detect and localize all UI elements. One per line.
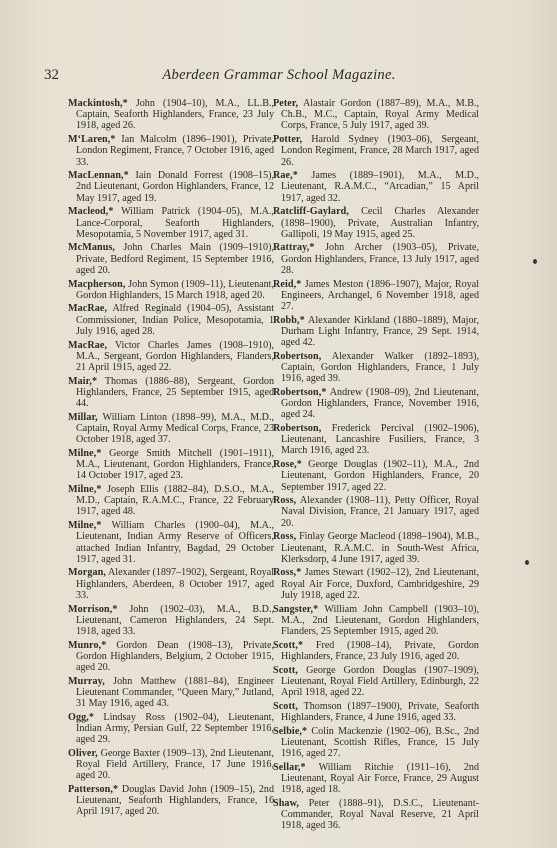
entry-name: McManus, xyxy=(68,242,116,254)
roll-entry xyxy=(273,459,479,493)
entry-details: Fred (1908–14), Private, Gordon Highlanders, France, 23 July 1916, aged 20. xyxy=(281,639,479,662)
entry-name: Scott, xyxy=(273,700,298,712)
entry-details: Douglas David John (1909–15), 2nd Lieutenant, Seaforth Highlanders, France, 16 April 1917, aged 20. xyxy=(76,784,274,818)
entry-details: William John Campbell (1903–10), M.A., 2nd Lieutenant, Gordon Highlanders, Flanders, 25 September 1915, aged 20. xyxy=(281,603,479,637)
entry-details: William Charles (1900–04), M.A., Lieutenant, Indian Army Reserve of Officers, attached Indian Infantry, Bagdad, 29 October 1917, aged 31. xyxy=(76,520,275,565)
entry-details: John Archer (1903–05), Private, Gordon Highlanders, France, 13 July 1917, aged 28. xyxy=(281,242,479,276)
roll-entry xyxy=(273,134,479,168)
roll-entry xyxy=(68,520,274,565)
entry-name: Rose,* xyxy=(273,459,302,471)
entry-name: Millar, xyxy=(68,411,98,423)
roll-entry xyxy=(68,448,274,482)
entry-name: Rattray,* xyxy=(273,242,315,254)
roll-entry xyxy=(68,98,274,132)
entry-details: John Matthew (1881–84), Engineer Lieutenant Commander, “Queen Mary,” Jutland, 31 May 1916, aged 43. xyxy=(76,675,274,710)
entry-name: Milne,* xyxy=(68,484,102,495)
entry-name: MacLennan,* xyxy=(68,170,129,182)
entry-name: Scott, xyxy=(273,664,298,676)
left-column xyxy=(68,98,274,820)
roll-entry xyxy=(273,423,479,457)
entry-details: William Patrick (1904–05), M.A., Lance-Corporal, Seaforth Highlanders, Mesopotamia, 5 November 1917, aged 31. xyxy=(76,206,274,240)
entry-name: Morgan, xyxy=(68,567,106,579)
roll-entry xyxy=(273,726,479,760)
entry-details: George Baxter (1909–13), 2nd Lieutenant, Royal Field Artillery, France, 17 June 1916, aged 20. xyxy=(76,747,275,782)
roll-entry xyxy=(273,640,479,662)
entry-details: John Symon (1909–11), Lieutenant, Gordon Highlanders, 15 March 1918, aged 20. xyxy=(76,278,274,301)
roll-entry xyxy=(68,242,274,276)
entry-details: Alastair Gordon (1887–89), M.A., M.B., Ch.B., M.C., Captain, Royal Army Medical Corps, France, 5 July 1917, aged 39. xyxy=(281,98,479,132)
roll-entry xyxy=(68,206,274,240)
entry-name: M‘Laren,* xyxy=(68,134,116,146)
entry-name: Robertson, xyxy=(273,350,322,362)
roll-entry xyxy=(68,170,274,204)
entry-name: Milne,* xyxy=(68,447,102,459)
entry-details: Joseph Ellis (1882–84), D.S.O., M.A., M.D., Captain, R.A.M.C., France, 22 February 1917, aged 48. xyxy=(76,484,274,518)
entry-details: Alexander Walker (1892–1893), Captain, Gordon Highlanders, France, 1 July 1916, aged 39. xyxy=(281,350,479,385)
entry-details: Alexander (1908–11), Petty Officer, Royal Naval Division, France, 21 January 1917, aged 20. xyxy=(281,495,480,529)
entry-name: Robertson, xyxy=(273,422,322,434)
entry-name: Oliver, xyxy=(68,747,98,759)
entry-details: Lindsay Ross (1902–04), Lieutenant, Indian Army, Persian Gulf, 22 September 1916, aged 29. xyxy=(76,711,274,746)
entry-details: Victor Charles James (1908–1910), M.A., Sergeant, Gordon Highlanders, Flanders, 21 April 1915, aged 22. xyxy=(76,339,275,373)
roll-entry xyxy=(273,387,479,421)
entry-name: Robb,* xyxy=(273,314,305,326)
entry-name: Morrison,* xyxy=(68,603,118,615)
entry-details: Alexander Kirkland (1880–1889), Major, Durham Light Infantry, France, 29 Sept. 1914, aged 42. xyxy=(281,314,479,349)
roll-entry xyxy=(273,98,479,132)
roll-entry xyxy=(68,484,274,518)
roll-entry xyxy=(68,340,274,374)
roll-entry xyxy=(68,376,274,410)
roll-entry xyxy=(68,676,274,710)
entry-name: Mackintosh,* xyxy=(68,98,128,109)
entry-details: Harold Sydney (1903–06), Sergeant, London Regiment, France, 28 March 1917, aged 26. xyxy=(281,134,479,168)
entry-details: Frederick Percival (1902–1906), Lieutenant, Lancashire Fusiliers, France, 3 March 1916, aged 23. xyxy=(281,422,479,457)
roll-entry xyxy=(68,640,274,674)
ink-speck xyxy=(525,560,529,565)
entry-details: Cecil Charles Alexander (1898–1900), Private, Australian Infantry, Gallipoli, 19 May 1915, aged 25. xyxy=(281,206,479,240)
roll-entry xyxy=(273,495,479,529)
roll-entry xyxy=(273,351,479,385)
roll-entry xyxy=(273,170,479,204)
entry-name: Patterson,* xyxy=(68,784,119,796)
roll-entry xyxy=(273,701,479,723)
entry-details: William Ritchie (1911–16), 2nd Lieutenant, Royal Air Force, France, 29 August 1918, aged 18. xyxy=(281,761,480,796)
entry-name: Reid,* xyxy=(273,278,302,290)
roll-entry xyxy=(273,567,479,601)
running-title: Aberdeen Grammar School Magazine. xyxy=(162,67,396,83)
entry-details: Gordon Dean (1908–13), Private, Gordon Highlanders, Belgium, 2 October 1915, aged 20. xyxy=(76,639,274,674)
entry-name: Macpherson, xyxy=(68,278,126,290)
roll-entry xyxy=(273,531,479,565)
entry-name: Peter, xyxy=(273,98,299,109)
entry-name: MacRae, xyxy=(68,303,108,315)
entry-details: James (1889–1901), M.A., M.D., Lieutenant, R.A.M.C., “Arcadian,” 15 April 1917, aged 32. xyxy=(281,170,479,204)
entry-details: George Gordon Douglas (1907–1909), Lieutenant, Royal Field Artillery, Edinburgh, 22 April 1918, aged 22. xyxy=(281,664,479,698)
entry-details: Colin Mackenzie (1902–06), B.Sc., 2nd Lieutenant, Scottish Rifles, France, 15 July 1916, aged 27. xyxy=(281,725,479,759)
roll-entry xyxy=(273,206,479,240)
entry-name: Ratcliff-Gaylard, xyxy=(273,206,349,218)
entry-name: Ross, xyxy=(273,531,297,543)
roll-entry xyxy=(273,315,479,349)
ink-speck xyxy=(533,259,537,264)
entry-name: Sellar,* xyxy=(273,761,306,773)
entry-details: Iain Donald Forrest (1908–15), 2nd Lieutenant, Gordon Highlanders, France, 12 May 1917, aged 19. xyxy=(76,170,274,204)
roll-entry xyxy=(68,784,274,818)
entry-details: Finlay George Macleod (1898–1904), M.B., Lieutenant, R.A.M.C. in South-West Africa, Klerksdorp, 4 June 1917, aged 39. xyxy=(281,531,479,565)
entry-name: Munro,* xyxy=(68,639,107,651)
entry-name: Scott,* xyxy=(273,639,304,651)
entry-name: Robertson,* xyxy=(273,386,327,398)
entry-details: George Douglas (1902–11), M.A., 2nd Lieutenant, Gordon Highlanders, France, 20 September 1917, aged 22. xyxy=(281,459,479,493)
page-header xyxy=(44,67,514,87)
entry-details: John (1904–10), M.A., LL.B., Captain, Seaforth Highlanders, France, 23 July 1918, aged 26. xyxy=(76,98,274,132)
entry-details: John Charles Main (1909–1910), Private, Bedford Regiment, 15 September 1916, aged 20. xyxy=(76,242,274,276)
entry-name: Mair,* xyxy=(68,375,98,387)
roll-entry xyxy=(273,762,479,796)
entry-details: Andrew (1908–09), 2nd Lieutenant, Gordon Highlanders, France, November 1916, aged 24. xyxy=(281,386,480,421)
entry-details: James Stewart (1902–12), 2nd Lieutenant, Royal Air Force, Duxford, Cambridgeshire, 29 July 1918, aged 22. xyxy=(281,567,479,601)
entry-name: Shaw, xyxy=(273,797,300,809)
entry-name: Macleod,* xyxy=(68,206,114,218)
entry-name: Potter, xyxy=(273,134,303,146)
entry-name: Sangster,* xyxy=(273,603,319,615)
entry-name: Selbie,* xyxy=(273,725,308,737)
entry-details: Alexander (1897–1902), Sergeant, Royal Highlanders, Aberdeen, 8 October 1917, aged 33. xyxy=(76,567,275,601)
roll-entry xyxy=(68,279,274,301)
entry-details: Peter (1888–91), D.S.C., Lieutenant-Commander, Royal Naval Reserve, 21 April 1918, aged 36. xyxy=(281,797,479,832)
entry-details: James Meston (1896–1907), Major, Royal Engineers, Archangel, 6 November 1918, aged 27. xyxy=(281,278,480,312)
roll-entry xyxy=(68,134,274,168)
entry-name: Ogg,* xyxy=(68,711,95,723)
roll-entry xyxy=(68,412,274,446)
entry-details: George Smith Mitchell (1901–1911), M.A., Lieutenant, Gordon Highlanders, France, 14 October 1917, aged 23. xyxy=(76,447,274,482)
entry-name: Ross,* xyxy=(273,567,302,579)
entry-details: Alfred Reginald (1904–05), Assistant Commissioner, Indian Police, Mesopotamia, 1 July 1916, aged 28. xyxy=(76,303,274,337)
roll-entry xyxy=(68,303,274,337)
roll-entry xyxy=(273,798,479,832)
entry-name: Murray, xyxy=(68,675,105,687)
entry-details: Thomas (1886–88), Sergeant, Gordon Highlanders, France, 25 September 1915, aged 44. xyxy=(76,375,275,410)
entry-details: John (1902–03), M.A., B.D., Lieutenant, Cameron Highlanders, 24 Sept. 1918, aged 33. xyxy=(76,603,274,637)
roll-entry xyxy=(273,604,479,638)
roll-entry xyxy=(273,242,479,276)
entry-name: Rae,* xyxy=(273,170,298,182)
entry-details: Thomson (1897–1900), Private, Seaforth Highlanders, France, 4 June 1916, aged 33. xyxy=(281,700,479,723)
entry-name: MacRae, xyxy=(68,339,108,351)
roll-entry xyxy=(68,712,274,746)
roll-entry xyxy=(273,665,479,699)
roll-entry xyxy=(68,567,274,601)
roll-entry xyxy=(273,279,479,313)
entry-name: Ross, xyxy=(273,495,297,507)
entry-details: Ian Malcolm (1896–1901), Private, London Regiment, France, 7 October 1916, aged 33. xyxy=(76,134,274,168)
roll-entry xyxy=(68,604,274,638)
entry-details: William Linton (1898–99), M.A., M.D., Captain, Royal Army Medical Corps, France, 23 October 1918, aged 37. xyxy=(76,411,274,446)
entry-name: Milne,* xyxy=(68,520,102,532)
right-column xyxy=(273,98,479,834)
roll-entry xyxy=(68,748,274,782)
page-number: 32 xyxy=(44,67,59,83)
